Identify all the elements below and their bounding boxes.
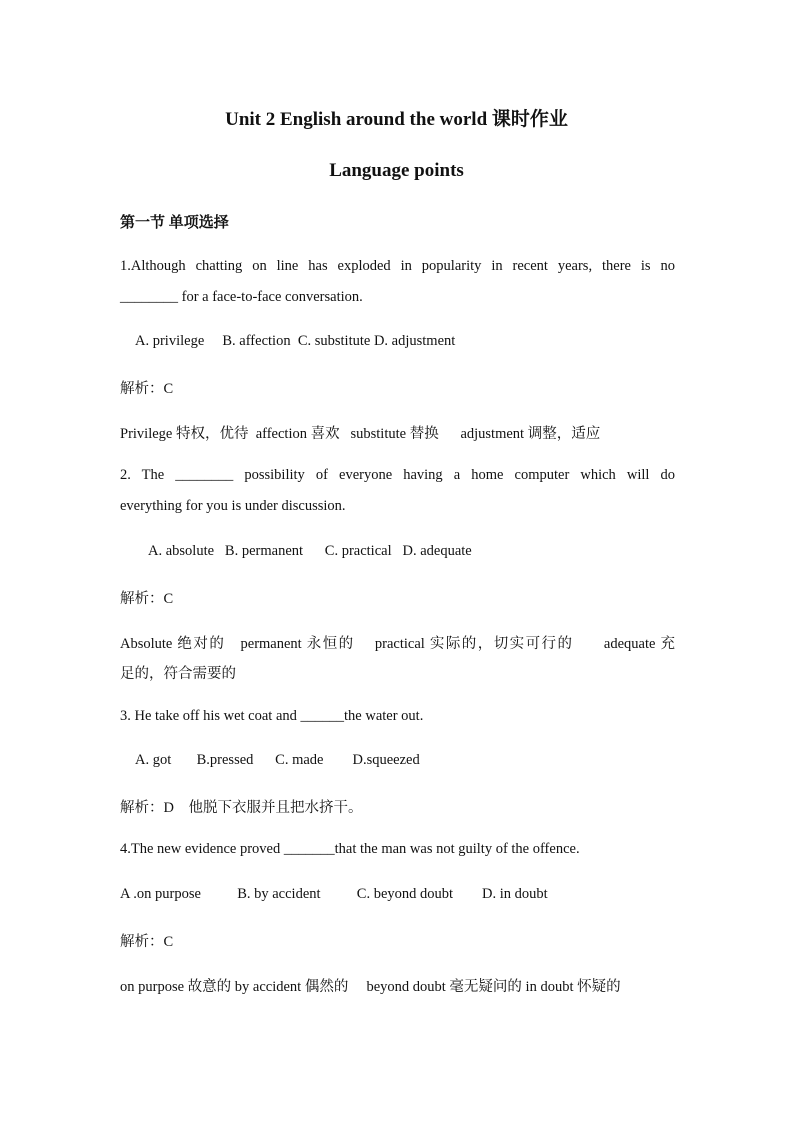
question-2-explanation-line-2: 足的，符合需要的 <box>120 666 236 682</box>
question-3-options: A. got B.pressed C. made D.squeezed <box>135 752 420 768</box>
question-2-line-1: 2. The ________ possibility of everyone having a home computer which will do <box>120 467 675 483</box>
question-1-options: A. privilege B. affection C. substitute D. adjustment <box>135 333 456 349</box>
question-1-explanation: Privilege 特权，优待 affection 喜欢 substitute 替换 adjustment 调整，适应 <box>120 426 601 442</box>
question-4-options: A .on purpose B. by accident C. beyond doubt D. in doubt <box>120 886 548 902</box>
section-heading: 第一节 单项选择 <box>120 215 229 231</box>
question-3-answer: 解析：D 他脱下衣服并且把水挤干。 <box>120 800 363 816</box>
document-title: Unit 2 English around the world 课时作业 <box>225 109 568 130</box>
question-4-answer: 解析：C <box>120 934 174 950</box>
question-4-line-1: 4.The new evidence proved _______that the man was not guilty of the offence. <box>120 841 580 857</box>
question-4-explanation: on purpose 故意的 by accident 偶然的 beyond doubt 毫无疑问的 in doubt 怀疑的 <box>120 979 621 995</box>
question-1-answer: 解析：C <box>120 381 174 397</box>
question-2-explanation-line-1: Absolute 绝对的 permanent 永恒的 practical 实际的，切实可行的 adequate 充 <box>120 636 675 652</box>
question-1-line-1: 1.Although chatting on line has exploded in popularity in recent years, there is no <box>120 258 675 274</box>
question-2-answer: 解析：C <box>120 591 174 607</box>
document-subtitle: Language points <box>329 160 464 181</box>
question-2-options: A. absolute B. permanent C. practical D. adequate <box>148 543 472 559</box>
question-2-line-2: everything for you is under discussion. <box>120 498 346 514</box>
question-3-line-1: 3. He take off his wet coat and ______the water out. <box>120 708 424 724</box>
question-1-line-2: ________ for a face-to-face conversation. <box>120 289 363 305</box>
